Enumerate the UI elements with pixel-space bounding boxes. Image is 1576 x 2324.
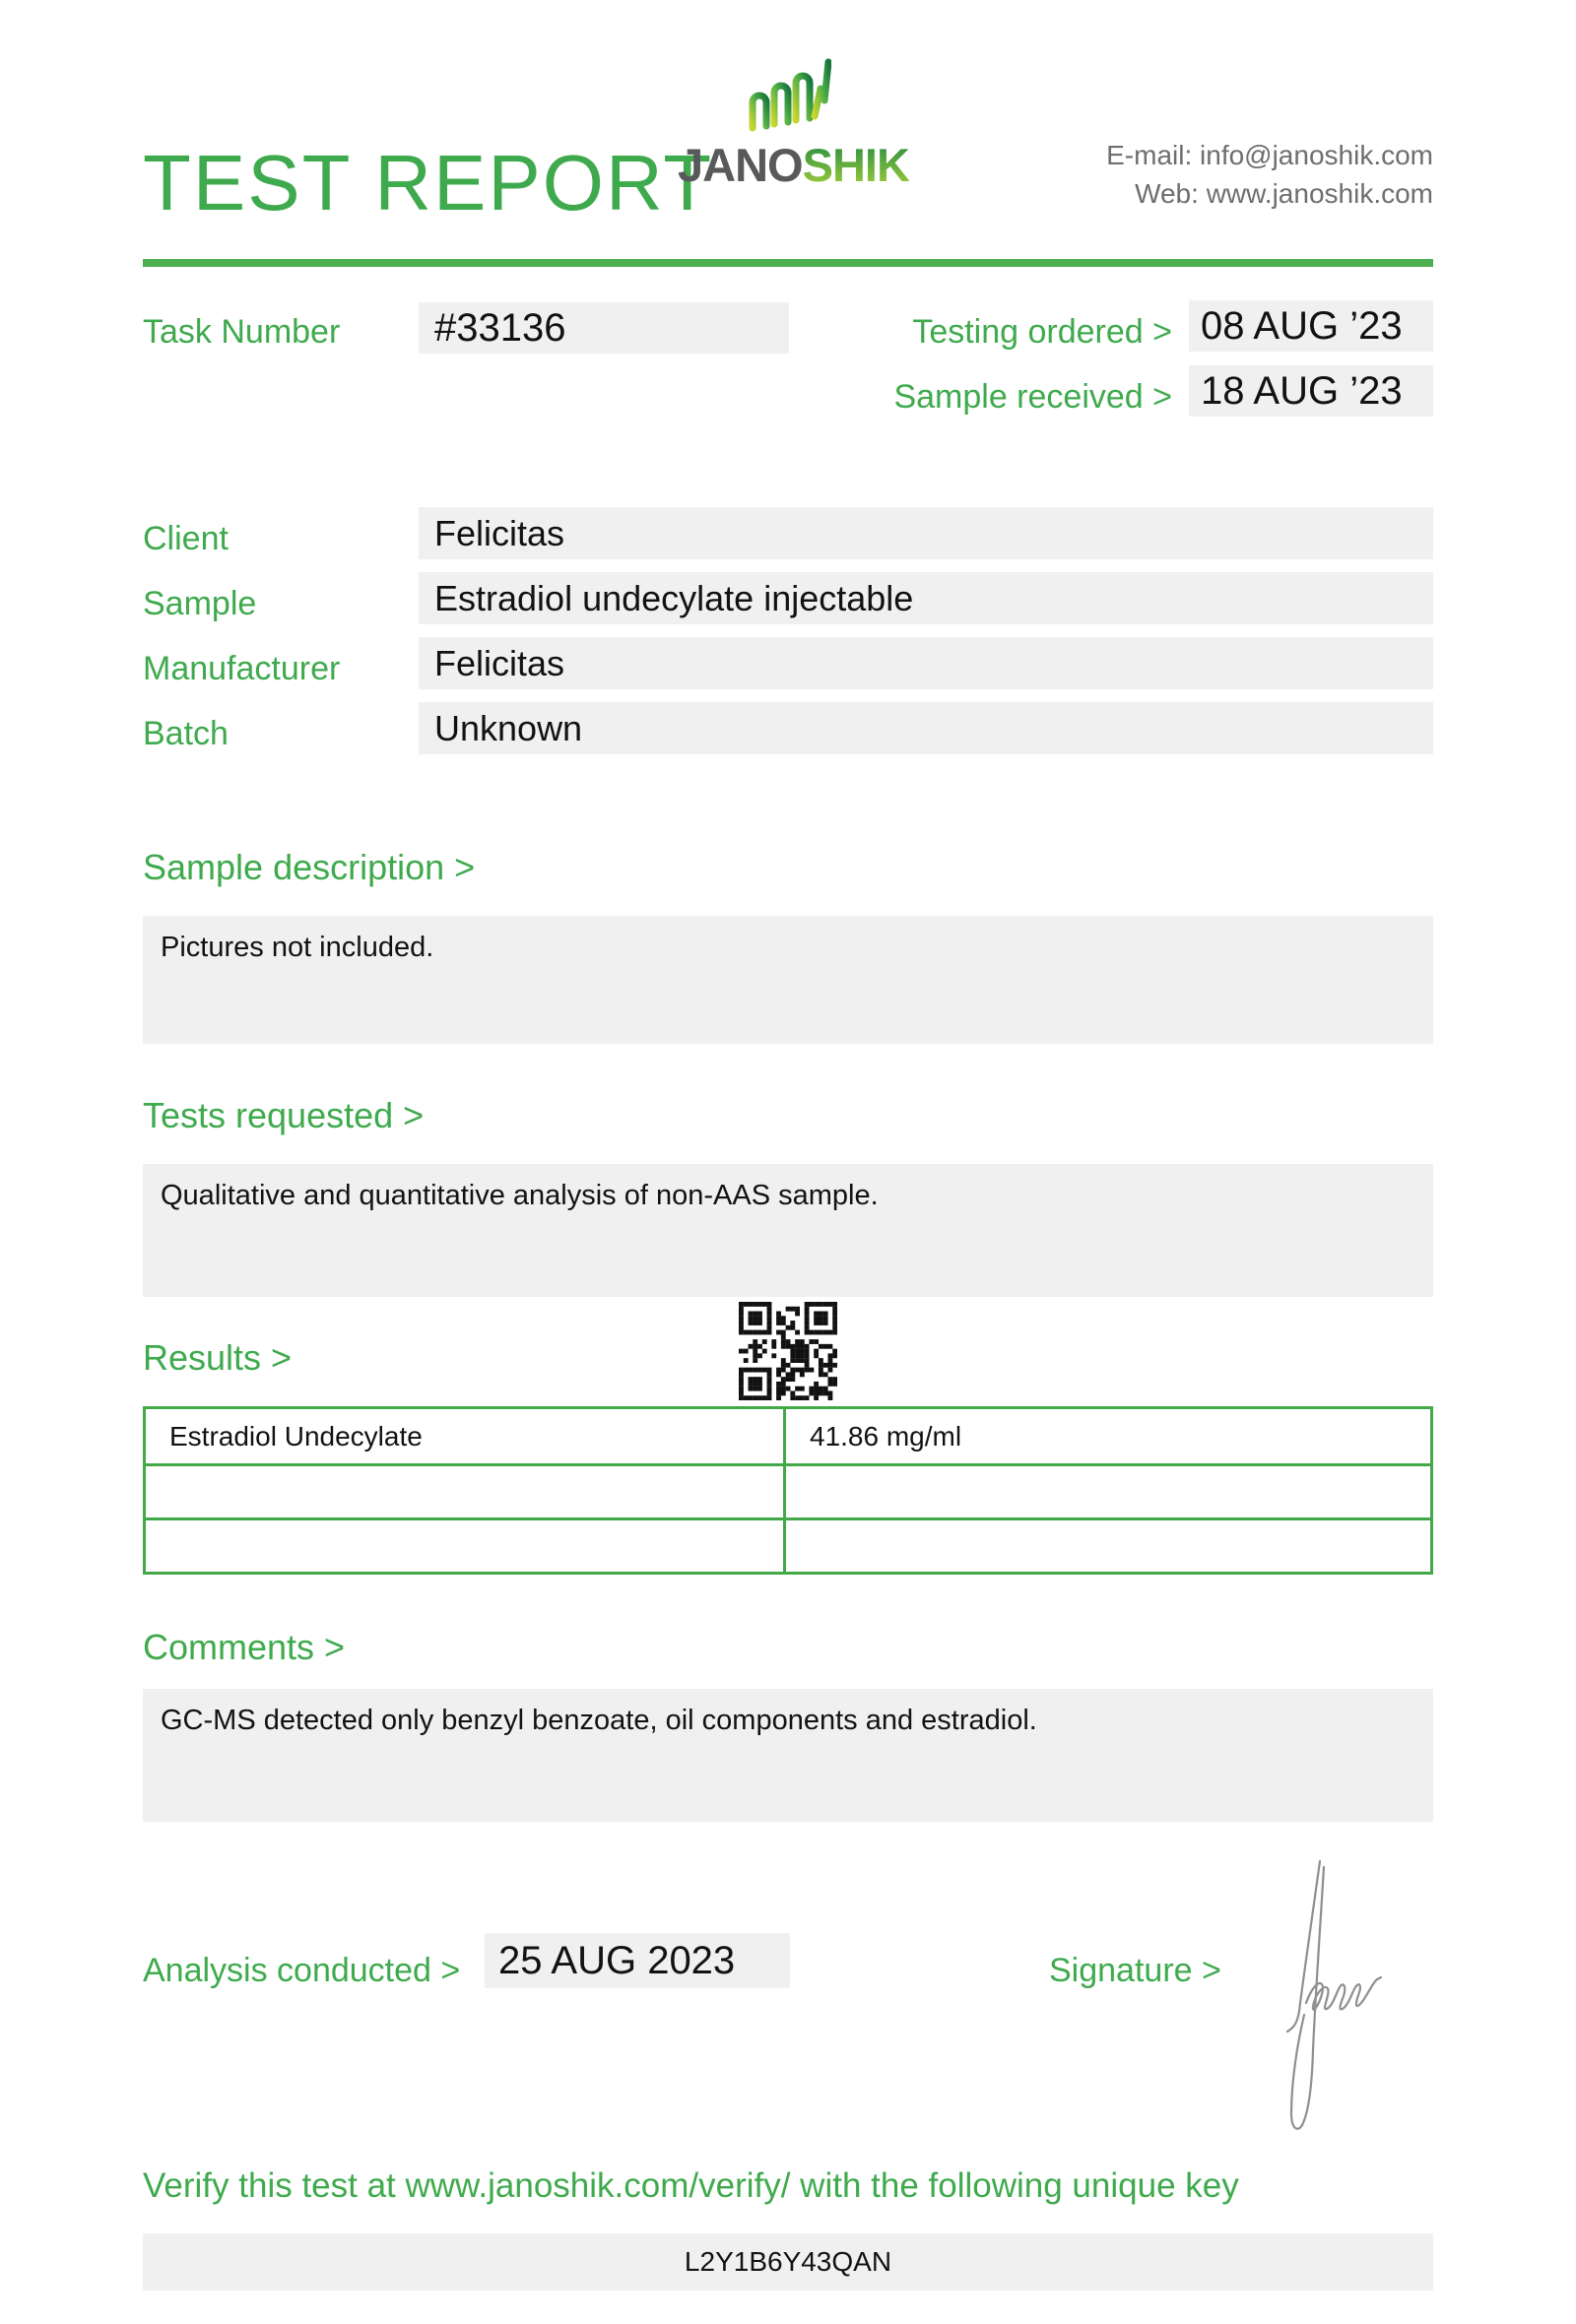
tests-requested-box — [143, 1164, 1433, 1297]
janoshik-logo — [678, 57, 909, 191]
sample-description-heading: Sample description > — [143, 847, 476, 887]
result-value-cell — [786, 1466, 1430, 1517]
verify-key-field — [143, 2233, 1433, 2291]
logo-chart-icon — [745, 57, 831, 136]
sample-label: Sample — [143, 585, 257, 622]
batch-value: Unknown — [434, 708, 583, 748]
signature-image — [1279, 1855, 1382, 2136]
task-number-label: Task Number — [143, 313, 341, 351]
contact-info — [1106, 136, 1433, 213]
table-row — [146, 1517, 1430, 1572]
manufacturer-value: Felicitas — [434, 643, 565, 683]
manufacturer-label: Manufacturer — [143, 650, 341, 687]
testing-ordered-label: Testing ordered > — [912, 313, 1172, 351]
sample-value: Estradiol undecylate injectable — [434, 578, 914, 618]
sample-field — [419, 572, 1433, 624]
results-table — [143, 1406, 1433, 1575]
client-label: Client — [143, 520, 229, 557]
result-substance-cell: Estradiol Undecylate — [146, 1409, 786, 1463]
sample-description-text: Pictures not included. — [161, 932, 434, 963]
table-row — [146, 1409, 1430, 1463]
analysis-date-value: 25 AUG 2023 — [498, 1939, 736, 1982]
table-row — [146, 1463, 1430, 1517]
testing-ordered-value: 08 AUG ’23 — [1201, 304, 1403, 348]
analysis-conducted-label: Analysis conducted > — [143, 1952, 461, 1989]
tests-requested-heading: Tests requested > — [143, 1095, 425, 1135]
batch-label: Batch — [143, 715, 229, 752]
verify-instruction: Verify this test at www.janoshik.com/verify/ with the following unique key — [143, 2166, 1239, 2205]
result-value-cell — [786, 1520, 1430, 1572]
client-field — [419, 507, 1433, 559]
result-value-cell: 41.86 mg/ml — [810, 1421, 962, 1452]
sample-received-value: 18 AUG ’23 — [1201, 369, 1403, 413]
result-substance-cell — [146, 1520, 786, 1572]
logo-wordmark — [678, 139, 909, 191]
manufacturer-field — [419, 637, 1433, 689]
task-number-field — [419, 302, 789, 354]
sample-received-field — [1189, 365, 1433, 417]
batch-field — [419, 702, 1433, 754]
testing-ordered-field — [1189, 300, 1433, 352]
sample-description-box — [143, 916, 1433, 1044]
contact-web: Web: www.janoshik.com — [1135, 178, 1433, 209]
comments-box — [143, 1689, 1433, 1822]
signature-label: Signature > — [1049, 1952, 1221, 1989]
header-divider — [143, 259, 1433, 267]
sample-received-label: Sample received > — [893, 378, 1172, 416]
comments-heading: Comments > — [143, 1627, 346, 1667]
logo-jano-text: JANO — [678, 139, 803, 191]
contact-email: E-mail: info@janoshik.com — [1106, 140, 1433, 170]
result-substance-cell — [146, 1466, 786, 1517]
verify-key-value: L2Y1B6Y43QAN — [684, 2246, 892, 2277]
page-title: TEST REPORT — [143, 139, 714, 226]
logo-shik-text: SHIK — [802, 139, 909, 191]
task-number-value: #33136 — [434, 306, 566, 350]
qr-code — [739, 1302, 837, 1400]
tests-requested-text: Qualitative and quantitative analysis of non-AAS sample. — [161, 1180, 879, 1211]
client-value: Felicitas — [434, 513, 565, 553]
results-heading: Results > — [143, 1337, 293, 1378]
analysis-date-field — [485, 1933, 790, 1988]
comments-text: GC-MS detected only benzyl benzoate, oil components and estradiol. — [161, 1705, 1037, 1736]
